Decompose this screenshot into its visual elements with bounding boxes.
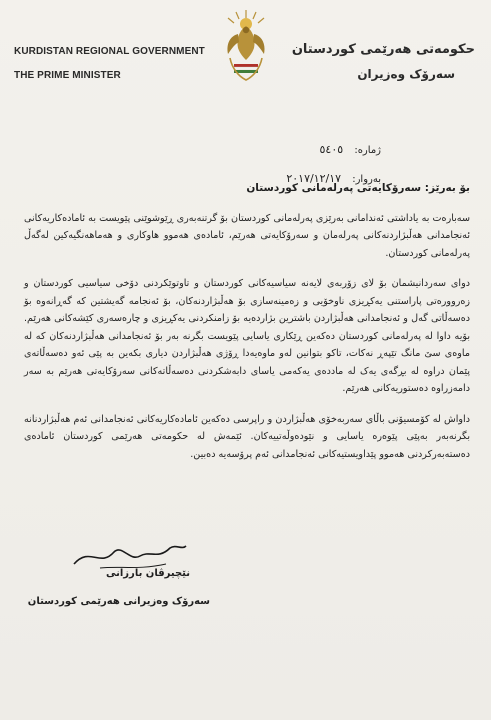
recipient-line: بۆ بەرێز: سەرۆکایەتی پەرلەمانی کوردستان	[246, 182, 470, 194]
org-name-ku: حکومەتی هەرێمی کوردستان	[291, 42, 475, 57]
letter-body	[24, 180, 470, 476]
org-name-en: KURDISTAN REGIONAL GOVERNMENT	[14, 46, 205, 57]
reference-date-label: بەروار:	[352, 174, 381, 185]
signatory-title: سەرۆک وەزیرانی هەرێمی کوردستان	[27, 596, 210, 607]
paragraph-2: دوای سەردانیشمان بۆ لای زۆربەی لایەنە سیاسیەکانی کوردستان و تاوتوێکردنی دۆخی سیاسیی کوردستان و زەروورەتی پاراستنی یەکڕیزی ناوخۆیی و زەمینەسازی بۆ هەڵبژاردنەکان، بۆ ئەنجامە گەیشتین کە گەڕانەوە بۆ دەسەڵاتی گەل و ئەنجامدانی هەڵبژاردن باشترین بژاردەیە بۆ زامنکردنی یەکڕیزی و چارەسەری کێشەکانی هەرێم. بۆیە داوا لە پەرلەمانی کوردستان دەکەین ڕێکاری یاسایی پێویست بگرنە بەر بۆ ئەنجامدانی هەڵبژاردنەکان کە لە ماوەی سێ مانگ تێپەڕ نەکات، تاکو بتوانین لەو ماوەیەدا ڕۆژی هەڵبژاردن دیاری بکەین بە پێی ئەو دەسەڵاتەی پێمان دراوە لە بڕگەی یەک لە ماددەی یەکەمی یاسای دابەشکردنی دەسەڵاتەکانی سەرۆکایەتی هەرێم بە سەر دامەزراوە دەستوریەکانی هەرێم.	[24, 278, 470, 394]
paragraph-1: سەبارەت بە یاداشتی ئەندامانی بەرێزی پەرلەمانی کوردستان بۆ گرتنەبەری ڕێوشوێنی پێویست بە ئامادەکاریەکانی ئەنجامدانی هەڵبژاردنەکانی پەرلەمان و سەرۆکایەتی هەرێم، ئامادەی هەموو هاوکاری و هەماهەنگیەکین لەگەڵ پەرلەمانی کوردستان.	[24, 212, 470, 259]
reference-date-value: ٢٠١٧/١٢/١٧	[286, 172, 342, 185]
reference-number-label: ژمارە:	[354, 145, 381, 156]
signature-block	[27, 538, 260, 618]
reference-number-row	[161, 136, 381, 165]
office-name-en: THE PRIME MINISTER	[14, 70, 121, 81]
signatory-name: نێچیرڤان بارزانی	[106, 568, 190, 579]
paragraph-3: داواش لە کۆمسیۆنی باڵای سەربەخۆی هەڵبژاردن و راپرسی دەکەین ئامادەکاریەکانی ئەنجامدانی ئەم هەڵبژاردنانە بگرنەبەر بەپێی پێوەرە یاسایی و نێودەوڵەتییەکان. ئێمەش لە حکومەتی هەرێمی کوردستان ئامادەی دەستەبەرکردنی هەموو پێداویستیەکانی ئەنجامدانی ئەم پرۆسەیە دەبین.	[24, 413, 470, 460]
header-kurdish	[285, 42, 475, 81]
office-name-ku: سەرۆک وەزیران	[357, 67, 455, 81]
krg-emblem-icon	[222, 8, 270, 84]
header-english	[14, 46, 205, 94]
reference-number-value: ٥٤٠٥	[319, 143, 344, 156]
